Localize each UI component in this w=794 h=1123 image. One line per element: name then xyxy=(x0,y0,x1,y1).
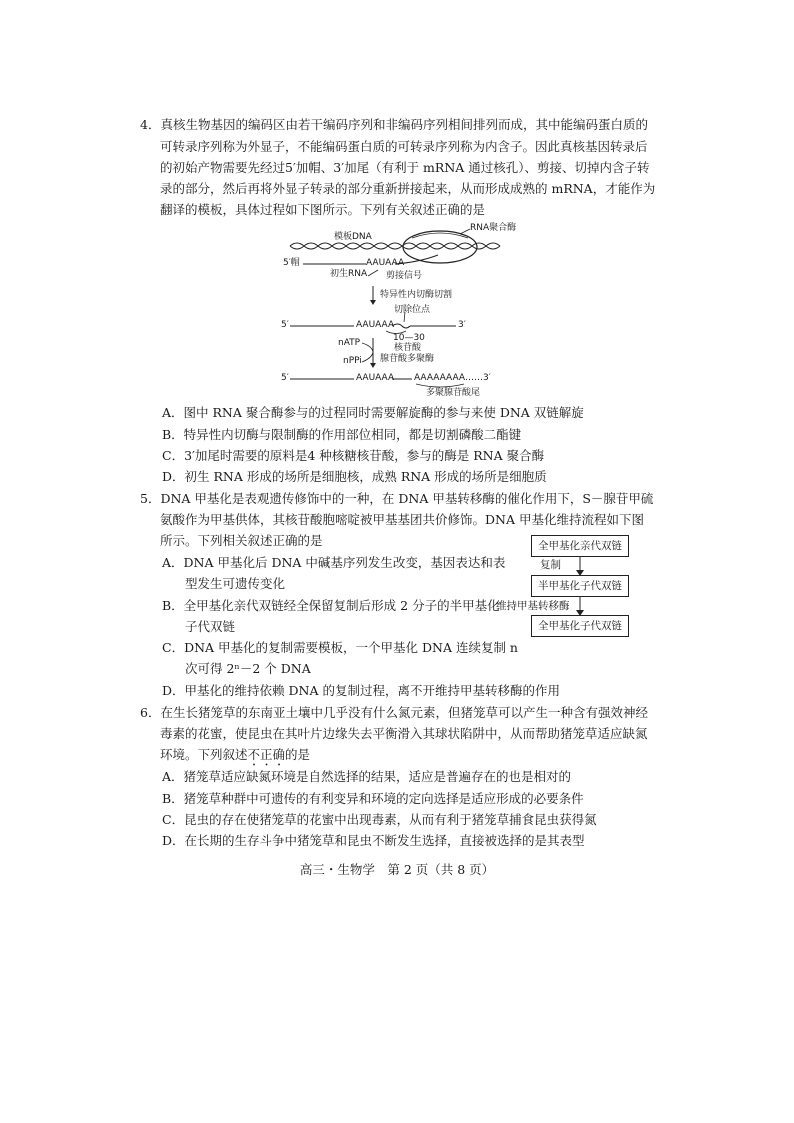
q6-emphasis: 不正确 xyxy=(247,747,286,762)
polya-polymerase-label: 腺苷酸多聚酶 xyxy=(380,354,435,364)
aauaaa-label-2: AAUAAA xyxy=(356,320,395,330)
splice-signal-label: 剪接信号 xyxy=(386,271,423,281)
q5-option-c-line2: 次可得 2ⁿ－2 个 DNA xyxy=(185,661,311,676)
range-label: 10—30 xyxy=(393,333,425,343)
q4-line-3: 的初始产物需要先经过5′加帽、3′加尾（有利于 mRNA 通过核孔）、剪接、切掉内含子转 xyxy=(160,160,650,175)
q4-line-5: 翻译的模板，具体过程如下图所示。下列有关叙述正确的是 xyxy=(160,202,486,217)
polya-tail-label: 多聚腺苷酸尾 xyxy=(426,388,481,398)
q5-option-b-line1: B．全甲基化亲代双链经全保留复制后形成 2 分子的半甲基化 xyxy=(162,598,500,613)
flow-box-child: 全甲基化子代双链 xyxy=(531,615,629,637)
q6-option-c: C．昆虫的存在使猪笼草的花蜜中出现毒素，从而有利于猪笼草捕食昆虫获得氮 xyxy=(162,812,597,827)
nucleotide-label: 核苷酸 xyxy=(394,343,422,353)
q4-line-4: 录的部分，然后再将外显子转录的部分重新拼接起来，从而形成成熟的 mRNA，才能作为 xyxy=(160,181,656,196)
flow-step-enzyme: 维持甲基转移酶 xyxy=(496,600,570,612)
q5-line-3: 所示。下列相关叙述正确的是 xyxy=(160,533,323,548)
flow-step-replicate: 复制 xyxy=(540,559,561,571)
q4-option-a: A．图中 RNA 聚合酶参与的过程同时需要解旋酶的参与来使 DNA 双链解旋 xyxy=(162,405,584,420)
flow-box-parent: 全甲基化亲代双链 xyxy=(531,535,629,557)
q6-option-b: B．猪笼草种群中可遗传的有利变异和环境的定向选择是适应形成的必要条件 xyxy=(162,791,584,806)
q6-option-d: D．在长期的生存斗争中猪笼草和昆虫不断发生选择，直接被选择的是其表型 xyxy=(162,833,585,848)
endonuclease-label: 特异性内切酶切割 xyxy=(380,290,453,300)
q4-option-c: C．3′加尾时需要的原料是4 种核糖核苷酸，参与的酶是 RNA 聚合酶 xyxy=(162,448,545,463)
q4-option-b: B．特异性内切酶与限制酶的作用部位相同，都是切割磷酸二酯键 xyxy=(162,427,522,442)
q6-line-2: 毒素的花蜜，使昆虫在其叶片边缘失去平衡滑入其球状陷阱中，从而帮助猪笼草适应缺氮 xyxy=(160,726,648,741)
q5-option-a-line1: A．DNA 甲基化后 DNA 中碱基序列发生改变，基因表达和表 xyxy=(162,555,506,570)
q5-option-d: D．甲基化的维持依赖 DNA 的复制过程，离不开维持甲基转移酶的作用 xyxy=(162,683,560,698)
q4-option-d: D．初生 RNA 形成的场所是细胞核，成熟 RNA 形成的场所是细胞质 xyxy=(162,469,547,484)
natp-label: nATP xyxy=(338,338,361,348)
q6-line-3-post: 的是 xyxy=(285,747,311,762)
cut-site-label: 切除位点 xyxy=(394,305,431,315)
rna-polymerase-label: RNA聚合酶 xyxy=(470,223,517,233)
primary-rna-label: 初生RNA xyxy=(330,269,368,279)
q6-line-1: 6．在生长猪笼草的东南亚土壤中几乎没有什么氮元素，但猪笼草可以产生一种含有强效神经 xyxy=(140,705,648,720)
q5-line-2: 氨酸作为甲基供体，其核苷酸胞嘧啶被甲基基团共价修饰。DNA 甲基化维持流程如下图 xyxy=(160,512,644,527)
aauaaa-label-1: AAUAAA xyxy=(366,258,405,268)
q6-line-3-pre: 环境。下列叙述 xyxy=(160,747,248,762)
five-cap-label: 5′帽 xyxy=(283,258,300,268)
polya-label: AAAAAAAA……3′ xyxy=(414,373,491,383)
q5-line-1: 5．DNA 甲基化是表观遗传修饰中的一种，在 DNA 甲基转移酶的催化作用下，S－腺苷甲硫 xyxy=(140,491,654,506)
q6-option-a: A．猪笼草适应缺氮环境是自然选择的结果，适应是普遍存在的也是相对的 xyxy=(162,769,572,784)
nppi-label: nPPi xyxy=(343,356,362,366)
three-prime-label: 3′ xyxy=(458,320,466,330)
five-prime-label-2: 5′ xyxy=(281,373,289,383)
q5-option-a-line2: 型发生可遗传变化 xyxy=(185,576,286,591)
q5-option-c-line1: C．DNA 甲基化的复制需要模板，一个甲基化 DNA 连续复制 n xyxy=(162,640,518,655)
page-footer: 高三・生物学 第 2 页（共 8 页） xyxy=(299,862,495,877)
template-dna-label: 模板DNA xyxy=(334,232,372,242)
aauaaa-label-3: AAUAAA xyxy=(356,373,395,383)
five-prime-label-1: 5′ xyxy=(281,320,289,330)
q5-option-b-line2: 子代双链 xyxy=(185,619,236,634)
q4-line-2: 可转录序列称为外显子，不能编码蛋白质的可转录序列称为内含子。因此真核基因转录后 xyxy=(160,139,648,154)
q6-line-3 xyxy=(160,747,310,769)
q4-line-1: 4．真核生物基因的编码区由若干编码序列和非编码序列相间排列而成，其中能编码蛋白质的 xyxy=(140,117,648,132)
flow-box-hemi: 半甲基化子代双链 xyxy=(531,575,629,597)
